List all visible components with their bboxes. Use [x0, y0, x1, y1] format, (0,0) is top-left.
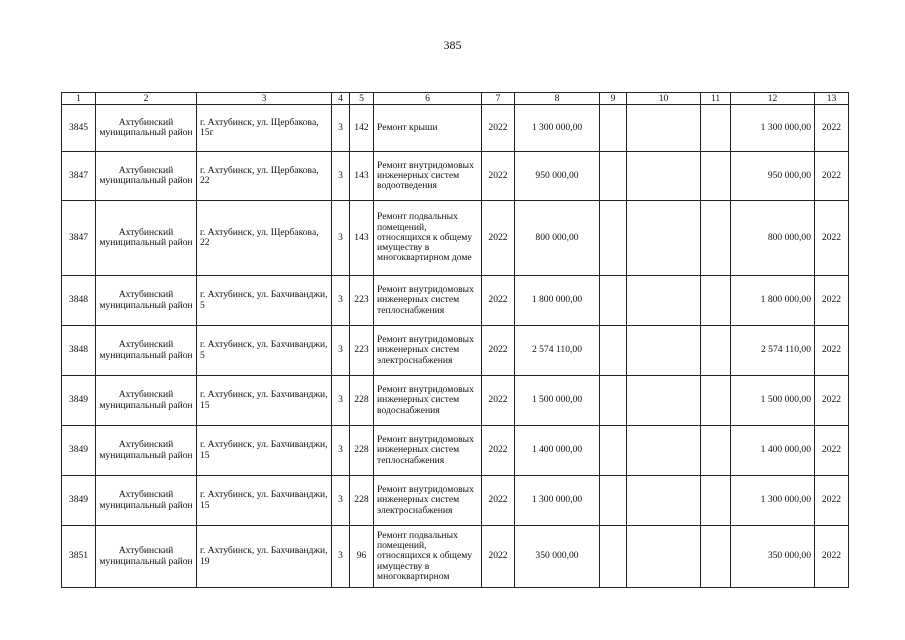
- address-cell: г. Ахтубинск, ул. Бахчиванджи, 15: [197, 376, 332, 426]
- column-header: 10: [627, 93, 701, 105]
- address-cell: г. Ахтубинск, ул. Бахчиванджи, 19: [197, 526, 332, 588]
- column-10-cell: [627, 201, 701, 276]
- floors-cell: 3: [332, 201, 350, 276]
- row-number-cell: 3849: [62, 376, 96, 426]
- row-number-cell: 3849: [62, 476, 96, 526]
- total-cell: 1 300 000,00: [731, 105, 815, 152]
- column-header: 7: [482, 93, 515, 105]
- floors-cell: 3: [332, 276, 350, 326]
- column-header: 13: [815, 93, 849, 105]
- cost-cell: 1 800 000,00: [515, 276, 600, 326]
- column-9-cell: [600, 476, 627, 526]
- total-cell: 1 400 000,00: [731, 426, 815, 476]
- counter-cell: 223: [350, 276, 374, 326]
- floors-cell: 3: [332, 376, 350, 426]
- address-cell: г. Ахтубинск, ул. Бахчиванджи, 5: [197, 276, 332, 326]
- completion-year-cell: 2022: [815, 426, 849, 476]
- counter-cell: 228: [350, 376, 374, 426]
- work-type-cell: Ремонт внутридомовых инженерных систем электроснабжения: [374, 326, 482, 376]
- cost-cell: 2 574 110,00: [515, 326, 600, 376]
- column-9-cell: [600, 105, 627, 152]
- municipality-cell: Ахтубинский муниципальный район: [96, 276, 197, 326]
- counter-cell: 223: [350, 326, 374, 376]
- work-type-cell: Ремонт внутридомовых инженерных систем теплоснабжения: [374, 276, 482, 326]
- work-type-cell: Ремонт внутридомовых инженерных систем водоотведения: [374, 152, 482, 201]
- column-11-cell: [701, 105, 731, 152]
- column-10-cell: [627, 376, 701, 426]
- counter-cell: 228: [350, 426, 374, 476]
- column-10-cell: [627, 152, 701, 201]
- completion-year-cell: 2022: [815, 526, 849, 588]
- total-cell: 800 000,00: [731, 201, 815, 276]
- floors-cell: 3: [332, 105, 350, 152]
- year-cell: 2022: [482, 526, 515, 588]
- row-number-cell: 3847: [62, 152, 96, 201]
- column-9-cell: [600, 326, 627, 376]
- year-cell: 2022: [482, 276, 515, 326]
- repair-registry-table: [61, 92, 849, 588]
- column-9-cell: [600, 426, 627, 476]
- cost-cell: 950 000,00: [515, 152, 600, 201]
- cost-cell: 1 300 000,00: [515, 476, 600, 526]
- column-9-cell: [600, 526, 627, 588]
- cost-cell: 1 300 000,00: [515, 105, 600, 152]
- cost-cell: 800 000,00: [515, 201, 600, 276]
- address-cell: г. Ахтубинск, ул. Бахчиванджи, 15: [197, 426, 332, 476]
- column-9-cell: [600, 376, 627, 426]
- table-row: [62, 152, 849, 201]
- row-number-cell: 3851: [62, 526, 96, 588]
- table-row: [62, 376, 849, 426]
- counter-cell: 228: [350, 476, 374, 526]
- table-row: [62, 326, 849, 376]
- year-cell: 2022: [482, 376, 515, 426]
- completion-year-cell: 2022: [815, 105, 849, 152]
- municipality-cell: Ахтубинский муниципальный район: [96, 476, 197, 526]
- floors-cell: 3: [332, 152, 350, 201]
- total-cell: 1 800 000,00: [731, 276, 815, 326]
- address-cell: г. Ахтубинск, ул. Бахчиванджи, 15: [197, 476, 332, 526]
- column-10-cell: [627, 276, 701, 326]
- column-header: 8: [515, 93, 600, 105]
- column-11-cell: [701, 276, 731, 326]
- floors-cell: 3: [332, 426, 350, 476]
- municipality-cell: Ахтубинский муниципальный район: [96, 105, 197, 152]
- completion-year-cell: 2022: [815, 152, 849, 201]
- completion-year-cell: 2022: [815, 326, 849, 376]
- municipality-cell: Ахтубинский муниципальный район: [96, 526, 197, 588]
- address-cell: г. Ахтубинск, ул. Бахчиванджи, 5: [197, 326, 332, 376]
- address-cell: г. Ахтубинск, ул. Щербакова, 22: [197, 152, 332, 201]
- column-header: 6: [374, 93, 482, 105]
- year-cell: 2022: [482, 326, 515, 376]
- table-row: [62, 105, 849, 152]
- column-11-cell: [701, 426, 731, 476]
- completion-year-cell: 2022: [815, 276, 849, 326]
- cost-cell: 1 400 000,00: [515, 426, 600, 476]
- table-row: [62, 476, 849, 526]
- total-cell: 950 000,00: [731, 152, 815, 201]
- completion-year-cell: 2022: [815, 376, 849, 426]
- work-type-cell: Ремонт подвальных помещений, относящихся к общему имуществу в многоквартирном доме: [374, 201, 482, 276]
- completion-year-cell: 2022: [815, 476, 849, 526]
- column-header: 5: [350, 93, 374, 105]
- column-10-cell: [627, 426, 701, 476]
- column-header: 4: [332, 93, 350, 105]
- column-11-cell: [701, 476, 731, 526]
- municipality-cell: Ахтубинский муниципальный район: [96, 326, 197, 376]
- year-cell: 2022: [482, 152, 515, 201]
- completion-year-cell: 2022: [815, 201, 849, 276]
- work-type-cell: Ремонт внутридомовых инженерных систем теплоснабжения: [374, 426, 482, 476]
- work-type-cell: Ремонт крыши: [374, 105, 482, 152]
- municipality-cell: Ахтубинский муниципальный район: [96, 152, 197, 201]
- floors-cell: 3: [332, 526, 350, 588]
- floors-cell: 3: [332, 476, 350, 526]
- year-cell: 2022: [482, 476, 515, 526]
- address-cell: г. Ахтубинск, ул. Щербакова, 22: [197, 201, 332, 276]
- column-11-cell: [701, 376, 731, 426]
- column-11-cell: [701, 201, 731, 276]
- cost-cell: 350 000,00: [515, 526, 600, 588]
- year-cell: 2022: [482, 201, 515, 276]
- table-row: [62, 276, 849, 326]
- column-header: 1: [62, 93, 96, 105]
- registry-body: [62, 105, 849, 588]
- cost-cell: 1 500 000,00: [515, 376, 600, 426]
- total-cell: 350 000,00: [731, 526, 815, 588]
- row-number-cell: 3849: [62, 426, 96, 476]
- column-10-cell: [627, 526, 701, 588]
- column-header: 9: [600, 93, 627, 105]
- address-cell: г. Ахтубинск, ул. Щербакова, 15г: [197, 105, 332, 152]
- year-cell: 2022: [482, 105, 515, 152]
- total-cell: 1 300 000,00: [731, 476, 815, 526]
- column-10-cell: [627, 326, 701, 376]
- column-10-cell: [627, 105, 701, 152]
- column-header: 3: [197, 93, 332, 105]
- row-number-cell: 3847: [62, 201, 96, 276]
- column-header: 12: [731, 93, 815, 105]
- column-9-cell: [600, 276, 627, 326]
- page-number: 385: [443, 38, 462, 52]
- row-number-cell: 3845: [62, 105, 96, 152]
- municipality-cell: Ахтубинский муниципальный район: [96, 376, 197, 426]
- row-number-cell: 3848: [62, 276, 96, 326]
- table-row: [62, 526, 849, 588]
- year-cell: 2022: [482, 426, 515, 476]
- row-number-cell: 3848: [62, 326, 96, 376]
- counter-cell: 96: [350, 526, 374, 588]
- column-11-cell: [701, 152, 731, 201]
- table-row: [62, 426, 849, 476]
- table-row: [62, 201, 849, 276]
- column-number-header-row: [62, 93, 849, 105]
- municipality-cell: Ахтубинский муниципальный район: [96, 201, 197, 276]
- municipality-cell: Ахтубинский муниципальный район: [96, 426, 197, 476]
- column-11-cell: [701, 526, 731, 588]
- counter-cell: 143: [350, 152, 374, 201]
- counter-cell: 143: [350, 201, 374, 276]
- column-10-cell: [627, 476, 701, 526]
- work-type-cell: Ремонт внутридомовых инженерных систем водоснабжения: [374, 376, 482, 426]
- column-header: 2: [96, 93, 197, 105]
- column-header: 11: [701, 93, 731, 105]
- column-9-cell: [600, 201, 627, 276]
- total-cell: 2 574 110,00: [731, 326, 815, 376]
- column-11-cell: [701, 326, 731, 376]
- work-type-cell: Ремонт внутридомовых инженерных систем электроснабжения: [374, 476, 482, 526]
- work-type-cell: Ремонт подвальных помещений, относящихся к общему имуществу в многоквартирном: [374, 526, 482, 588]
- floors-cell: 3: [332, 326, 350, 376]
- column-9-cell: [600, 152, 627, 201]
- total-cell: 1 500 000,00: [731, 376, 815, 426]
- counter-cell: 142: [350, 105, 374, 152]
